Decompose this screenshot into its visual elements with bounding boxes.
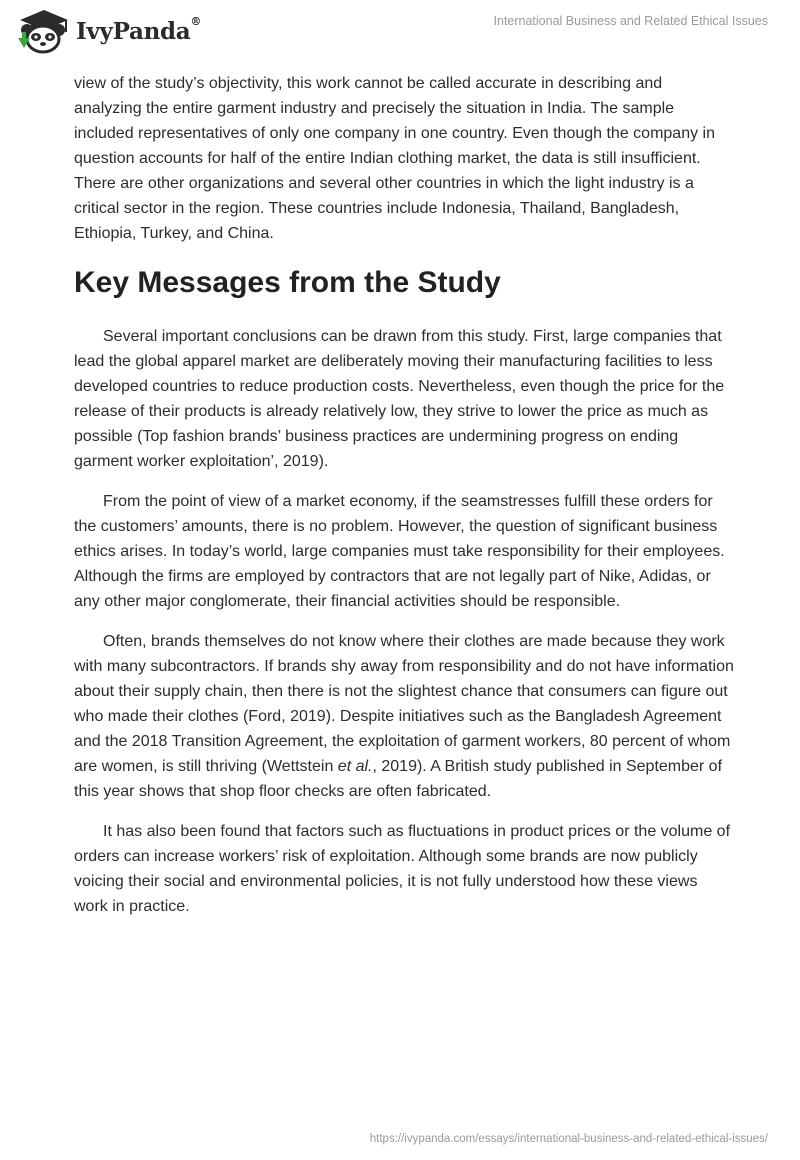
body-paragraph-3 bbox=[74, 629, 734, 804]
paragraph-3-text-b: , 2019). A British study published in September of this year shows that shop floor checks are often fabricated. bbox=[74, 758, 723, 800]
body-paragraph-4: It has also been found that factors such as fluctuations in product prices or the volume of orders can increase workers’ risk of exploitation. Although some brands are now publicly voicing their social and environmental policies, it is not fully understood how these views work in practice. bbox=[74, 823, 731, 915]
brand-name: IvyPanda® bbox=[76, 14, 202, 45]
paragraph-3-italic: et al. bbox=[337, 758, 373, 775]
section-heading: Key Messages from the Study bbox=[74, 266, 501, 299]
ivypanda-logo[interactable] bbox=[14, 8, 201, 54]
body-paragraph-1: Several important conclusions can be drawn from this study. First, large companies that lead the global apparel market are deliberately moving their manufacturing facilities to less developed countries to reduce production costs. Nevertheless, even though the price for the release of their products is already relatively low, they strive to lower the price as much as possible (Top fashion brands’ business practices are undermining progress on ending garment worker exploitation’, 2019). bbox=[74, 328, 725, 470]
footer-url[interactable]: https://ivypanda.com/essays/international-business-and-related-ethical-issues/ bbox=[369, 1133, 768, 1145]
page-header bbox=[0, 0, 800, 66]
panda-graduate-icon bbox=[14, 8, 70, 54]
essay-content bbox=[74, 71, 734, 919]
document-title: International Business and Related Ethical Issues bbox=[493, 14, 768, 28]
body-paragraph-2: From the point of view of a market economy, if the seamstresses fulfill these orders for the customers’ amounts, there is no problem. However, the question of significant business ethics arises. In today’s world, large companies must take responsibility for their employees. Although the firms are employed by contractors that are not legally part of Nike, Adidas, or any other major conglomerate, their financial activities should be responsible. bbox=[74, 493, 725, 610]
paragraph-3-text-a: Often, brands themselves do not know where their clothes are made because they work with many subcontractors. If brands shy away from responsibility and do not have information about their supply chain, then there is not the slightest chance that consumers can figure out who made their clothes (Ford, 2019). Despite initiatives such as the Bangladesh Agreement and the 2018 Transition Agreement, the exploitation of garment workers, 80 percent of whom are women, is still thriving (Wettstein bbox=[74, 633, 734, 775]
intro-paragraph: view of the study’s objectivity, this work cannot be called accurate in describing and analyzing the entire garment industry and precisely the situation in India. The sample included representatives of only one company in one country. Even though the company in question accounts for half of the entire Indian clothing market, the data is still insufficient. There are other organizations and several other countries in which the light industry is a critical sector in the region. These countries include Indonesia, Thailand, Bangladesh, Ethiopia, Turkey, and China. bbox=[74, 75, 715, 242]
